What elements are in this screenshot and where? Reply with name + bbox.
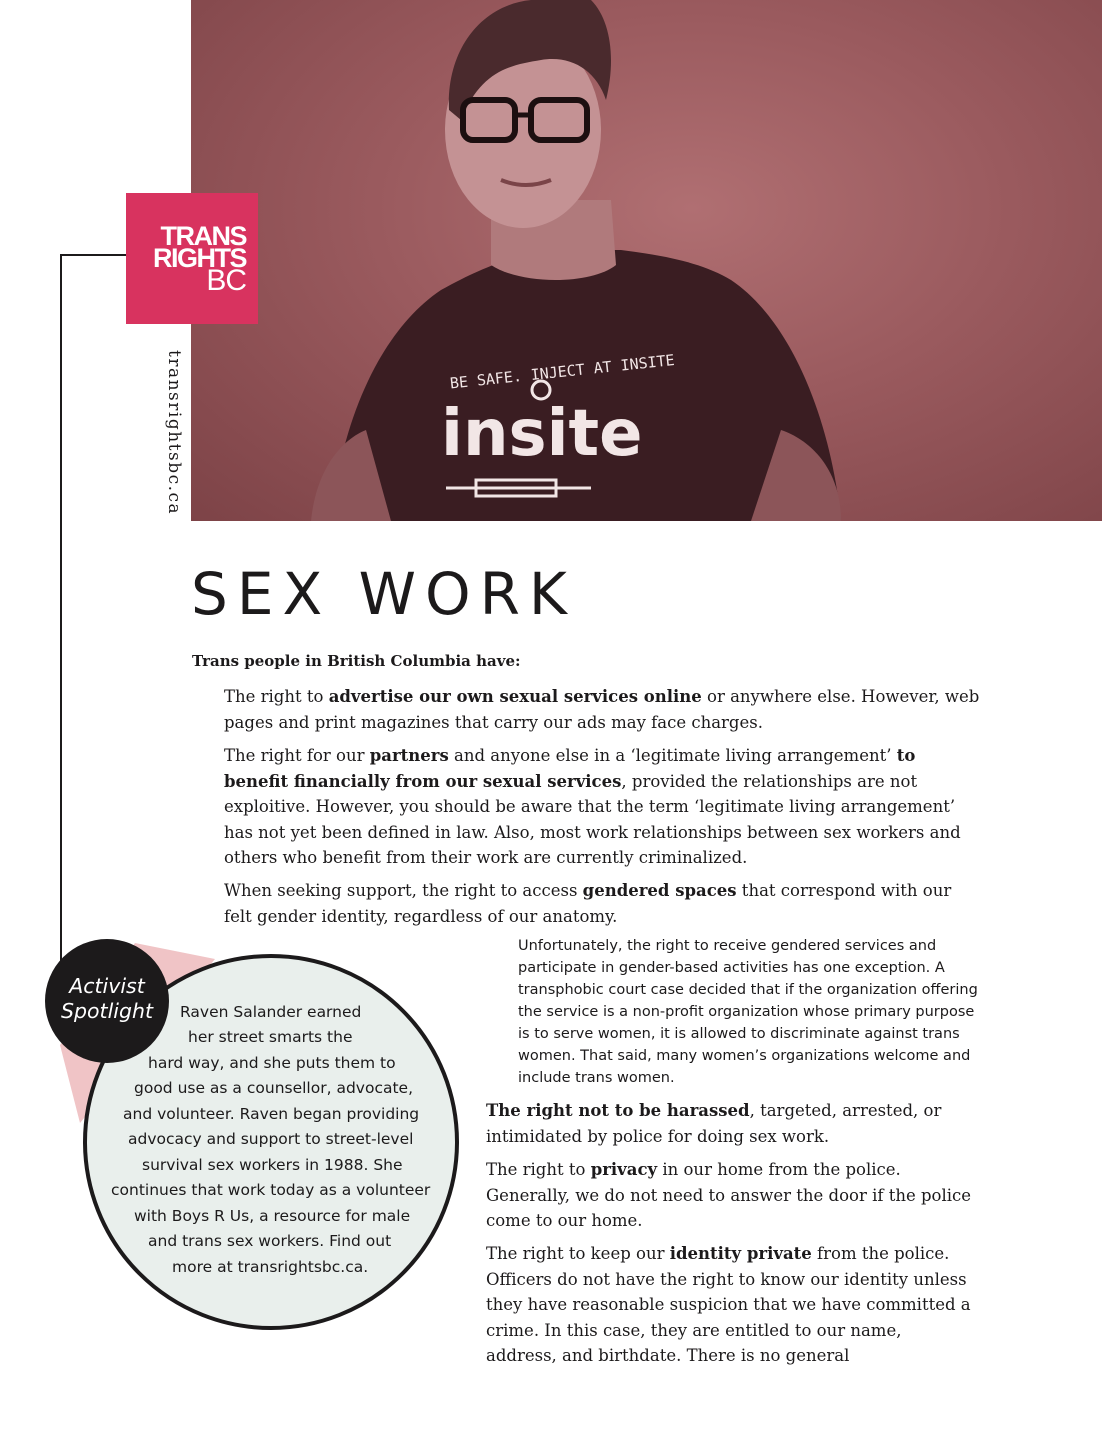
badge-line-2: Spotlight	[60, 999, 154, 1023]
trans-rights-bc-logo	[126, 193, 258, 324]
spotlight-line: her street smarts the	[188, 1028, 353, 1046]
spotlight-line: with Boys R Us, a resource for male	[134, 1207, 411, 1225]
spotlight-line: more at transrightsbc.ca.	[172, 1258, 369, 1276]
spotlight-line: and volunteer. Raven began providing	[123, 1105, 420, 1123]
spotlight-line: advocacy and support to street-level	[128, 1130, 414, 1148]
connector-rule-horizontal	[60, 254, 126, 256]
right-not-harassed: The right not to be harassed, targeted, arrested, or intimidated by police for doing sex work.	[486, 1101, 942, 1146]
spotlight-line: Raven Salander earned	[180, 1003, 362, 1021]
activist-spotlight-badge	[45, 939, 169, 1063]
shirt-slogan: BE SAFE. INJECT AT INSITE	[449, 350, 676, 393]
connector-rule-vertical	[60, 254, 62, 964]
logo-line-3: BC	[206, 264, 246, 297]
right-identity-private: The right to keep our identity private from the police. Officers do not have the right to know our identity unless they have reasonable suspicion that we have committed a crime. In this case, they are entitled to our name, address, and birthdate. There is no general	[486, 1244, 971, 1365]
spotlight-line: hard way, and she puts them to	[148, 1054, 396, 1072]
spotlight-line: survival sex workers in 1988. She	[142, 1156, 403, 1174]
spotlight-line: good use as a counsellor, advocate,	[134, 1079, 413, 1097]
spotlight-line: continues that work today as a volunteer	[111, 1181, 431, 1199]
website-url: transrightsbc.ca	[164, 350, 184, 516]
intro-heading: Trans people in British Columbia have:	[192, 652, 521, 670]
logo-line-2: RIGHTS	[152, 243, 246, 273]
right-partners: The right for our partners and anyone else in a ‘legitimate living arrangement’ to benefit financially from our sexual services, provided the relationships are not exploitive. However, you should be aware that the term ‘legitimate living arrangement’ has not yet been defined in law. Also, most work relationships between sex workers and others who benefit from their work are currently criminalized.	[224, 746, 961, 867]
logo-line-1: TRANS	[160, 221, 246, 251]
right-advertise: The right to advertise our own sexual services online or anywhere else. However, web pages and print magazines that carry our ads may face charges.	[224, 687, 980, 732]
shirt-logo: insite	[441, 397, 643, 471]
page-title: SEX WORK	[191, 560, 576, 628]
badge-line-1: Activist	[69, 974, 145, 998]
right-gendered-spaces: When seeking support, the right to access gendered spaces that correspond with our felt gender identity, regardless of our anatomy.	[224, 881, 952, 926]
spotlight-line: and trans sex workers. Find out	[148, 1232, 392, 1250]
right-privacy: The right to privacy in our home from the police. Generally, we do not need to answer the door if the police come to our home.	[486, 1160, 972, 1230]
exception-note: Unfortunately, the right to receive gendered services and participate in gender-based activities has one exception. A transphobic court case decided that if the organization offering the service is a non-profit organization whose primary purpose is to serve women, it is allowed to discriminate against trans women. That said, many women’s organizations welcome and include trans women.	[518, 938, 978, 1086]
hero-photo	[191, 0, 1102, 521]
